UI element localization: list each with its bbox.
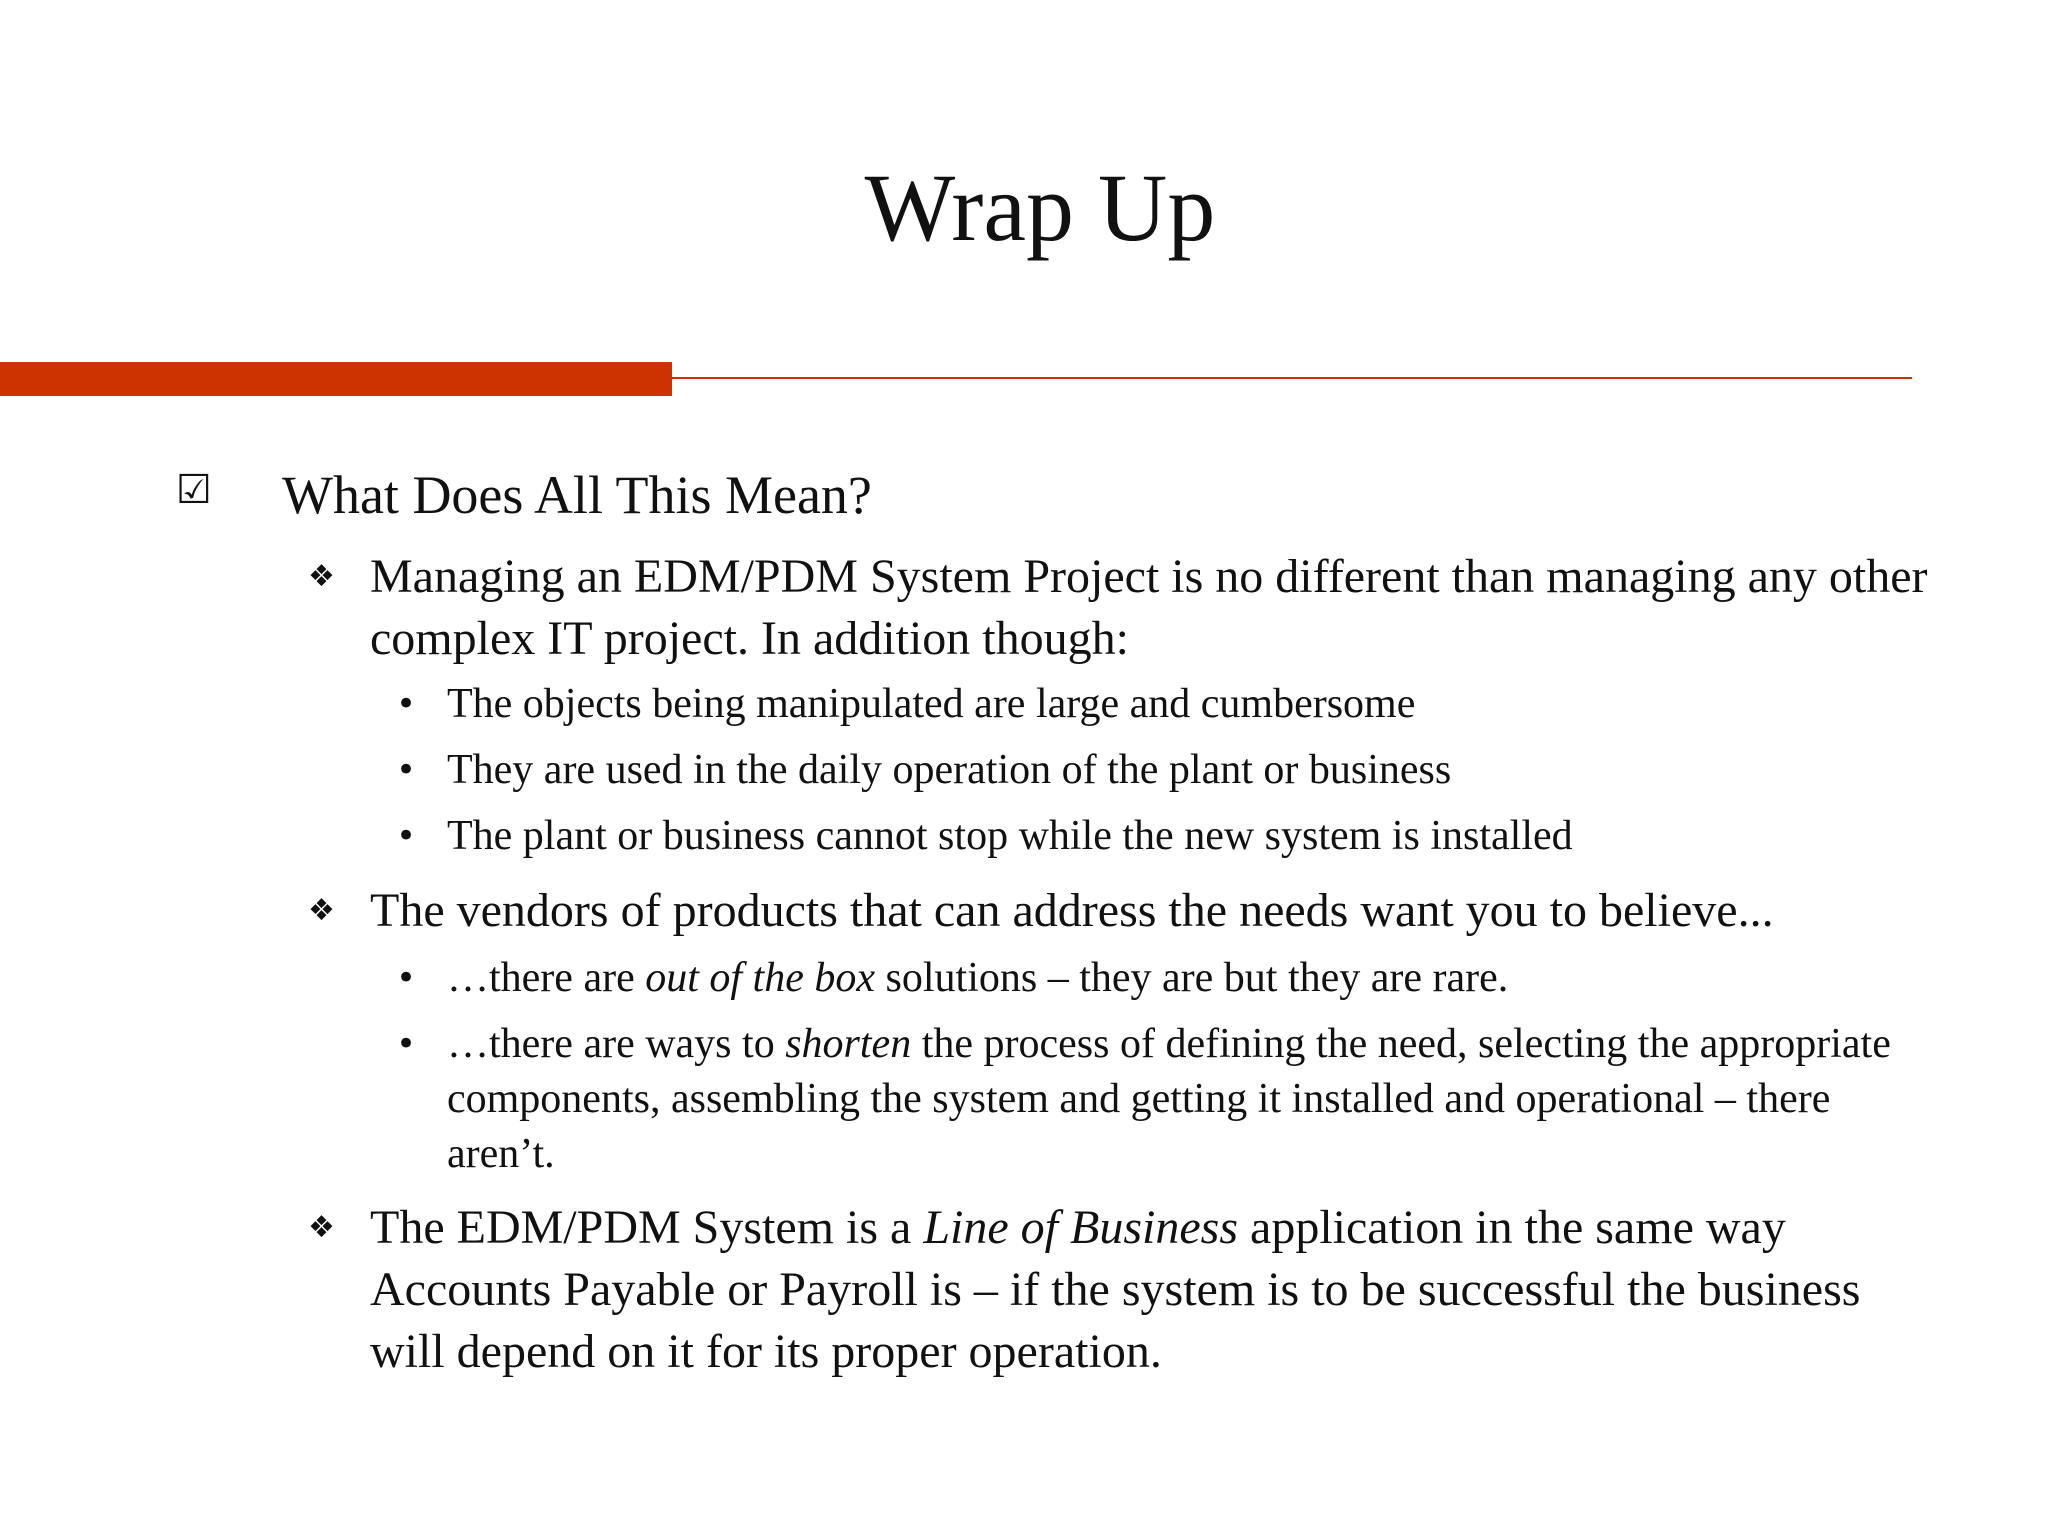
sub-bullet-daily-operation: They are used in the daily operation of the plant or business [447, 747, 1452, 793]
sub-bullet-cannot-stop: The plant or business cannot stop while the new system is installed [447, 813, 1573, 859]
sub-bullet-shorten: …there are ways to shorten the process of defining the need, selecting the appropriate components, assembling the system and getting it installed and operational – there aren’t. [447, 1021, 1891, 1177]
four-diamond-icon: ❖ [308, 1210, 335, 1245]
bullet-dot-icon: • [396, 750, 417, 790]
bullet-dot-icon: • [396, 684, 417, 724]
bullet-line-of-business: The EDM/PDM System is a Line of Business application in the same way Accounts Payable or Payroll is – if the system is to be successful the business will depend on it for its proper operation. [370, 1201, 1861, 1378]
sub-bullet-objects: The objects being manipulated are large and cumbersome [447, 681, 1416, 727]
sub-bullet-out-of-box: …there are out of the box solutions – they are but they are rare. [447, 955, 1509, 1001]
title-divider-line [672, 377, 1912, 379]
bullet-dot-icon: • [396, 1024, 417, 1064]
bullet-dot-icon: • [396, 958, 417, 998]
bullet-dot-icon: • [396, 816, 417, 856]
four-diamond-icon: ❖ [308, 559, 335, 594]
section-heading: What Does All This Mean? [282, 465, 872, 525]
checked-box-icon: ☑ [176, 467, 212, 513]
title-accent-bar [0, 362, 672, 396]
slide-title: Wrap Up [864, 154, 1216, 261]
bullet-managing-project: Managing an EDM/PDM System Project is no different than managing any other complex IT project. In addition though: [370, 550, 1928, 665]
bullet-vendors: The vendors of products that can address the needs want you to believe... [370, 884, 1774, 937]
four-diamond-icon: ❖ [308, 893, 335, 928]
